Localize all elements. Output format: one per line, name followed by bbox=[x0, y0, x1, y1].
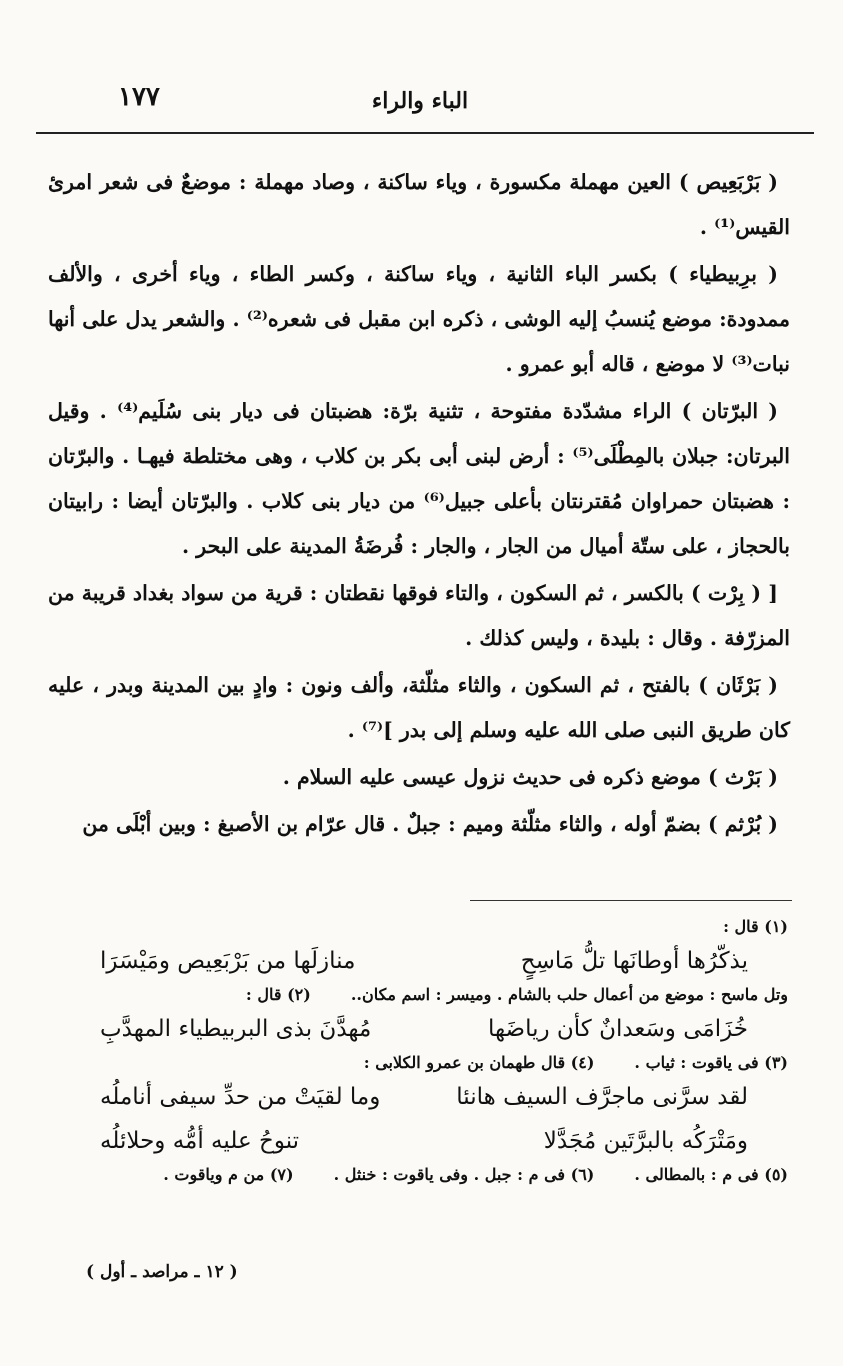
verse-4-first-hemistich: ومَتْرَكُه بالبرَّتَين مُجَدَّلا bbox=[543, 1128, 748, 1154]
verse-3-second-hemistich: وما لقيَتْ من حدِّ سيفى أناملُه bbox=[100, 1084, 381, 1110]
footnote-7: (٧) من م وياقوت . bbox=[163, 1165, 294, 1184]
header-title: الباء والراء bbox=[371, 88, 469, 114]
verse-2-first-hemistich: خُزَامَى وسَعدانٌ كأن رياضَها bbox=[487, 1016, 748, 1042]
verse-1-second-hemistich: منازلَها من بَرْبَعِيص ومَيْسَرَا bbox=[100, 948, 356, 974]
entry-barbitiya: ( برِبيطياء ) بكسر الباء الثانية ، وياء ساكنة ، وكسر الطاء ، وياء أخرى ، والألف ممدودة: موضع يُنسبُ إليه الوشى ، ذكره ابن مقبل فى شعره⁽²⁾ . والشعر يدل على أنها نبات⁽³⁾ لا موضع ، قاله أبو عمرو . bbox=[48, 262, 790, 376]
footnote-rule bbox=[470, 900, 792, 901]
footnote-5-7-row bbox=[60, 1163, 788, 1187]
verse-2-second-hemistich: مُهدَّنَ بذى البربيطياء المهدَّبِ bbox=[100, 1016, 372, 1042]
running-header bbox=[40, 82, 800, 122]
footnote-3-4-row bbox=[60, 1051, 788, 1075]
footnote-1-2-row bbox=[60, 983, 788, 1007]
entry-burthum: ( بُرْثم ) بضمّ أوله ، والثاء مثلّثة وميم : جبلٌ . قال عرّام بن الأصبغ : وبين أبْلَى من bbox=[82, 812, 778, 836]
signature-mark: ( ١٢ ـ مراصد ـ أول ) bbox=[86, 1262, 238, 1282]
footnote-6: (٦) فى م : جبل . وفى ياقوت : خنثل . bbox=[333, 1165, 595, 1184]
verse-1 bbox=[60, 939, 788, 983]
verse-1-first-hemistich: يذكّرُها أوطانَها تلُّ مَاسِحٍ bbox=[520, 948, 748, 974]
entry-barth: ( بَرْث ) موضع ذكره فى حديث نزول عيسى عليه السلام . bbox=[282, 765, 778, 789]
entry-albarratan: ( البرّتان ) الراء مشدّدة مفتوحة ، تثنية برّة: هضبتان فى ديار بنى سُلَيم⁽⁴⁾ . وقيل البرتان: جبلان بالمِطْلَى⁽⁵⁾ : أرض لبنى أبى بكر بن كلاب ، وهى مختلطة فيهـا . والبرّتان : هضبتان حمراوان مُقترنتان بأعلى جبيل⁽⁶⁾ من ديار بنى كلاب . والبرّتان أيضا : رابيتان بالحجاز ، على ستّة أميال من الجار ، والجار : فُرضَةُ المدينة على البحر . bbox=[48, 399, 791, 558]
footnote-1-tail: وتل ماسح : موضع من أعمال حلب بالشام . وميسر : اسم مكان.. bbox=[350, 985, 788, 1004]
page-number: ١٧٧ bbox=[118, 82, 160, 112]
footnote-3: (٣) فى ياقوت : ثياب . bbox=[634, 1053, 788, 1072]
footnote-4: (٤) قال طهمان بن عمرو الكلابى : bbox=[363, 1053, 595, 1072]
entry-barbaeis: ( بَرْبَعِيص ) العين مهملة مكسورة ، وياء ساكنة ، وصاد مهملة : موضعٌ فى شعر امرئ القيس⁽¹⁾ . bbox=[48, 170, 790, 239]
verse-3 bbox=[60, 1075, 788, 1119]
header-rule bbox=[36, 132, 814, 134]
entry-birt: [ ( بِرْت ) بالكسر ، ثم السكون ، والتاء فوقها نقطتان : قرية من سواد بغداد قريبة من المزرّفة . وقال : بليدة ، وليس كذلك . bbox=[48, 581, 790, 650]
verse-4-second-hemistich: تنوحُ عليه أمُّه وحلائلُه bbox=[100, 1128, 300, 1154]
entry-barthan: ( بَرْثَان ) بالفتح ، ثم السكون ، والثاء مثلّثة، وألف ونون : وادٍ بين المدينة وبدر ، عليه كان طريق النبى صلى الله عليه وسلم إلى بدر ]⁽⁷⁾ . bbox=[48, 673, 790, 742]
verse-3-first-hemistich: لقد سرَّنى ماجرَّف السيف هانئا bbox=[456, 1084, 748, 1110]
verse-4 bbox=[60, 1119, 788, 1163]
footnotes bbox=[60, 915, 788, 1187]
footnote-2-label: (٢) قال : bbox=[245, 985, 311, 1004]
verse-2 bbox=[60, 1007, 788, 1051]
footnote-5: (٥) فى م : بالمطالى . bbox=[634, 1165, 788, 1184]
footnote-1-label: (١) قال : bbox=[723, 917, 788, 936]
main-text bbox=[48, 160, 790, 849]
